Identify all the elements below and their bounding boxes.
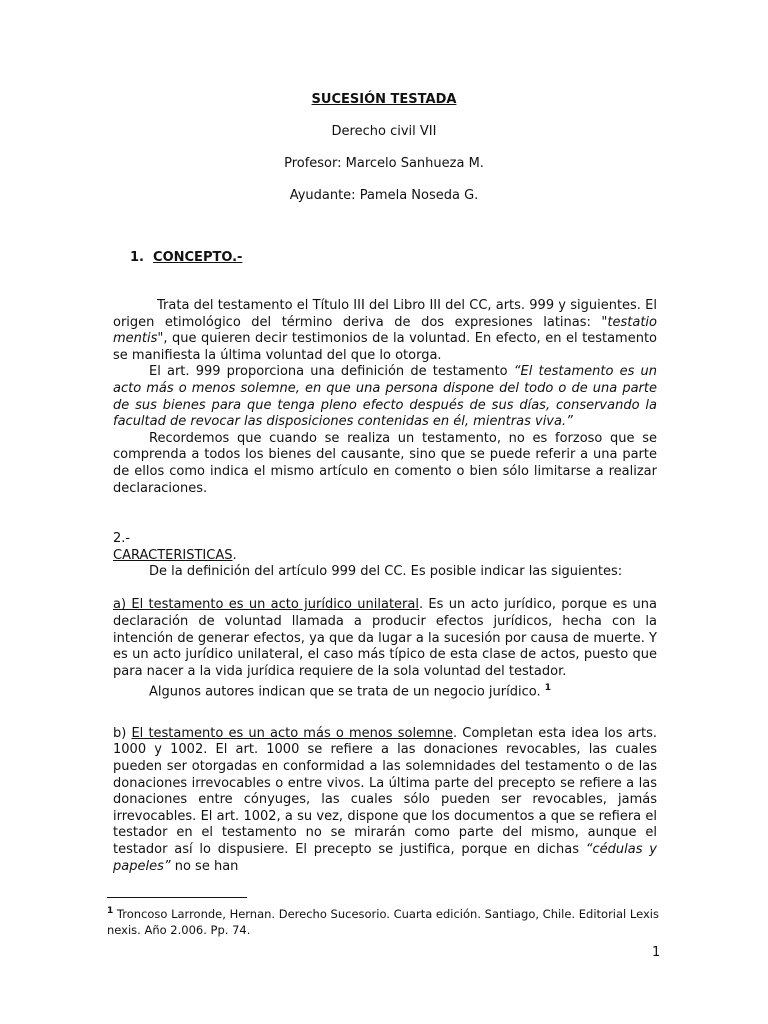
section-1-number: 1. — [130, 250, 144, 265]
course-name: Derecho civil VII — [331, 124, 437, 139]
document-title: SUCESIÓN TESTADA — [311, 92, 457, 107]
section-2-body — [113, 531, 657, 875]
footnote-separator — [107, 897, 247, 898]
footnote-number: 1 — [107, 906, 114, 916]
section-1-heading — [130, 250, 242, 265]
footnote — [107, 903, 667, 938]
paragraph: Recordemos que cuando se realiza un testamento, no es forzoso que se comprenda a todos los bienes del causante, sino que se puede referir a una parte de ellos como indica el mismo artículo en comento o bien sólo limitarse a realizar declaraciones. — [113, 430, 657, 496]
characteristic-a-note: Algunos autores indican que se trata de un negocio jurídico. $^1$ — [149, 683, 551, 700]
latin-term: testatio mentis — [113, 314, 657, 347]
paragraph: El art. 999 proporciona una definición de testamento “El testamento es un acto más o menos solemne, en que una persona dispone del todo o de una parte de sus bienes para que tenga pleno efecto después de sus días, conservando la facultad de revocar las disposiciones contenidas en él, mientras viva.” — [113, 364, 657, 430]
section-1-title: CONCEPTO.- — [153, 250, 243, 265]
assistant-line: Ayudante: Pamela Noseda G. — [289, 188, 479, 203]
page-number: 1 — [652, 945, 661, 960]
characteristic-b: b) El testamento es un acto más o menos solemne. Completan esta idea los arts. 1000 y 1002. El art. 1000 se refiere a las donaciones revocables, las cuales pueden ser otorgadas en conformidad a las solemnidades del testamento o de las donaciones irrevocables o entre vivos. La última parte del precepto se refiere a las donaciones entre cónyuges, las cuales sólo pueden ser revocables, jamás irrevocables. El art. 1002, a su vez, dispone que los documentos a que se refiera el testador en el testamento no se mirarán como parte del mismo, aunque el testador así lo dispusiere. El precepto se justifica, porque en dichas “cédulas y papeles” no se han — [113, 725, 657, 874]
section-2-number: 2.- — [113, 531, 131, 546]
footnote-text: Troncoso Larronde, Hernan. Derecho Sucesorio. Cuarta edición. Santiago, Chile. Editorial Lexis nexis. Año 2.006. Pp. 74. — [107, 906, 659, 937]
paragraph: Trata del testamento el Título III del Libro III del CC, arts. 999 y siguientes. El origen etimológico del término deriva de dos expresiones latinas: "testatio mentis", que quieren decir testimonios de la voluntad. En efecto, en el testamento se manifiesta la última voluntad del que lo otorga. — [113, 298, 657, 363]
section-2-heading: CARACTERISTICAS. — [113, 547, 237, 563]
professor-line: Profesor: Marcelo Sanhueza M. — [284, 156, 484, 171]
characteristic-a: a) El testamento es un acto jurídico unilateral. Es un acto jurídico, porque es una declaración de voluntad llamada a producir efectos jurídicos, hecha con la intención de generar efectos, ya que da lugar a la sucesión por causa de muerte. Y es un acto jurídico unilateral, el caso más típico de esta clase de actos, puesto que para nacer a la vida jurídica requiere de la sola voluntad del testador. — [113, 597, 658, 679]
footnote-ref[interactable]: 1 — [544, 683, 551, 694]
section-1-body — [113, 298, 657, 497]
article-quote: “El testamento es un acto más o menos solemne, en que una persona dispone del todo o de una parte de sus bienes para que tenga pleno efecto después de sus días, conservando la facultad de revocar las disposiciones contenidas en él, mientras viva.” — [113, 364, 657, 430]
section-2-intro: De la definición del artículo 999 del CC. Es posible indicar las siguientes: — [149, 564, 623, 580]
